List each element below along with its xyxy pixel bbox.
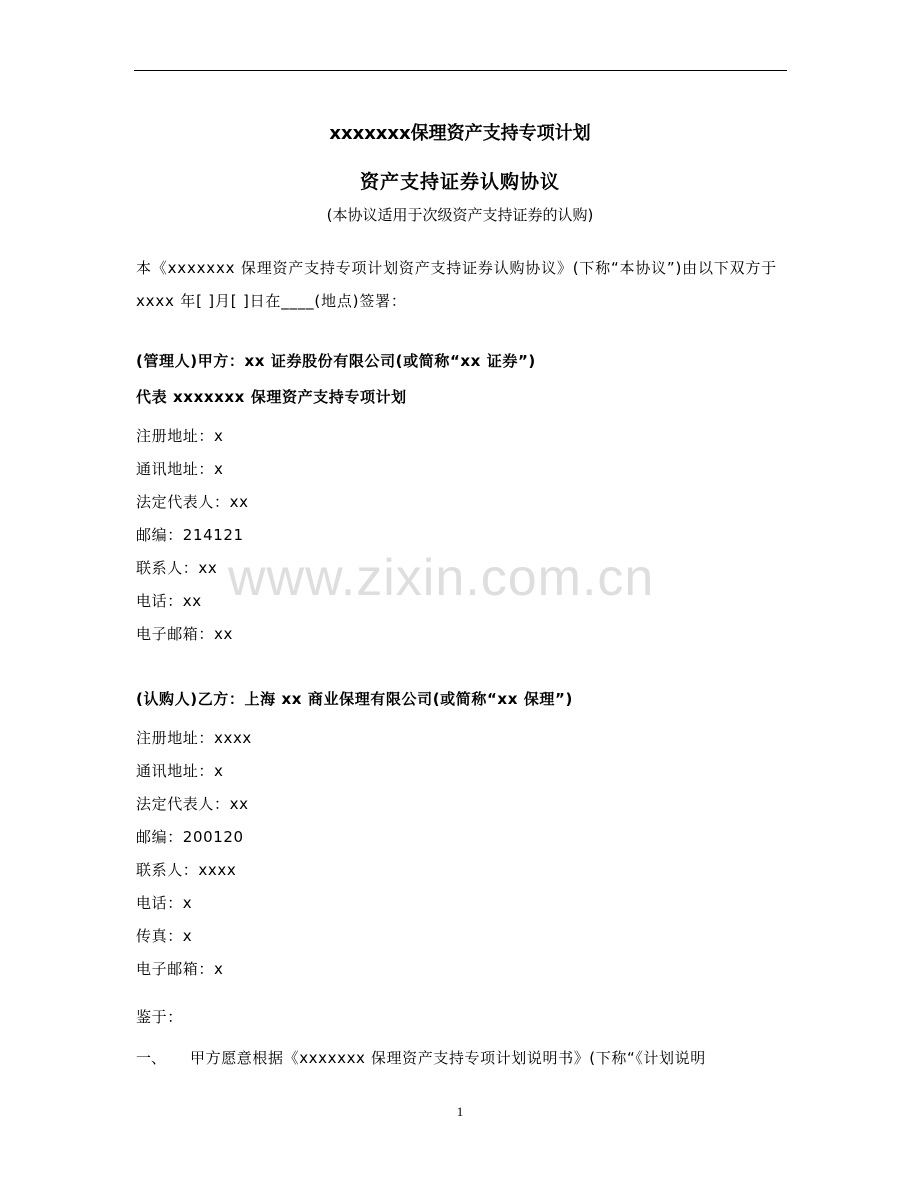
- party-a-postcode: 邮编：214121: [136, 526, 244, 544]
- party-a-heading: (管理人)甲方：xx 证券股份有限公司(或简称“xx 证券”): [136, 352, 536, 370]
- party-b-registered-address: 注册地址：xxxx: [136, 729, 252, 747]
- party-b-postcode: 邮编：200120: [136, 828, 244, 846]
- whereas-item-number: 一、: [136, 1049, 167, 1067]
- party-a-registered-address: 注册地址：x: [136, 427, 224, 445]
- intro-paragraph: 本《xxxxxxx 保理资产支持专项计划资产支持证券认购协议》(下称“本协议”)由以下双方于 xxxx 年[ ]月[ ]日在____(地点)签署：: [136, 259, 777, 310]
- party-b-legal-representative: 法定代表人：xx: [136, 795, 249, 813]
- party-b-contact: 联系人：xxxx: [136, 861, 237, 879]
- party-a-email: 电子邮箱：xx: [136, 625, 233, 643]
- party-b-mailing-address: 通讯地址：x: [136, 762, 224, 780]
- header-rule: [134, 70, 787, 71]
- party-b-email: 电子邮箱：x: [136, 960, 224, 978]
- applicability-note: (本协议适用于次级资产支持证券的认购): [326, 206, 594, 224]
- party-a-representing: 代表 xxxxxxx 保理资产支持专项计划: [136, 388, 407, 406]
- party-a-legal-representative: 法定代表人：xx: [136, 493, 249, 511]
- party-a-contact: 联系人：xx: [136, 559, 218, 577]
- document-subtitle: 资产支持证券认购协议: [359, 171, 560, 193]
- page-number: 1: [456, 1104, 464, 1119]
- party-b-fax: 传真：x: [136, 927, 193, 945]
- party-b-heading: (认购人)乙方：上海 xx 商业保理有限公司(或简称“xx 保理”): [136, 690, 573, 708]
- document-title: xxxxxxx保理资产支持专项计划: [329, 123, 591, 144]
- watermark: www.zixin.com.cn: [228, 549, 655, 607]
- party-a-mailing-address: 通讯地址：x: [136, 460, 224, 478]
- whereas-label: 鉴于：: [136, 1008, 183, 1026]
- party-a-phone: 电话：xx: [136, 592, 202, 610]
- party-b-phone: 电话：x: [136, 894, 193, 912]
- whereas-item-text: 甲方愿意根据《xxxxxxx 保理资产支持专项计划说明书》(下称“《计划说明: [190, 1049, 706, 1067]
